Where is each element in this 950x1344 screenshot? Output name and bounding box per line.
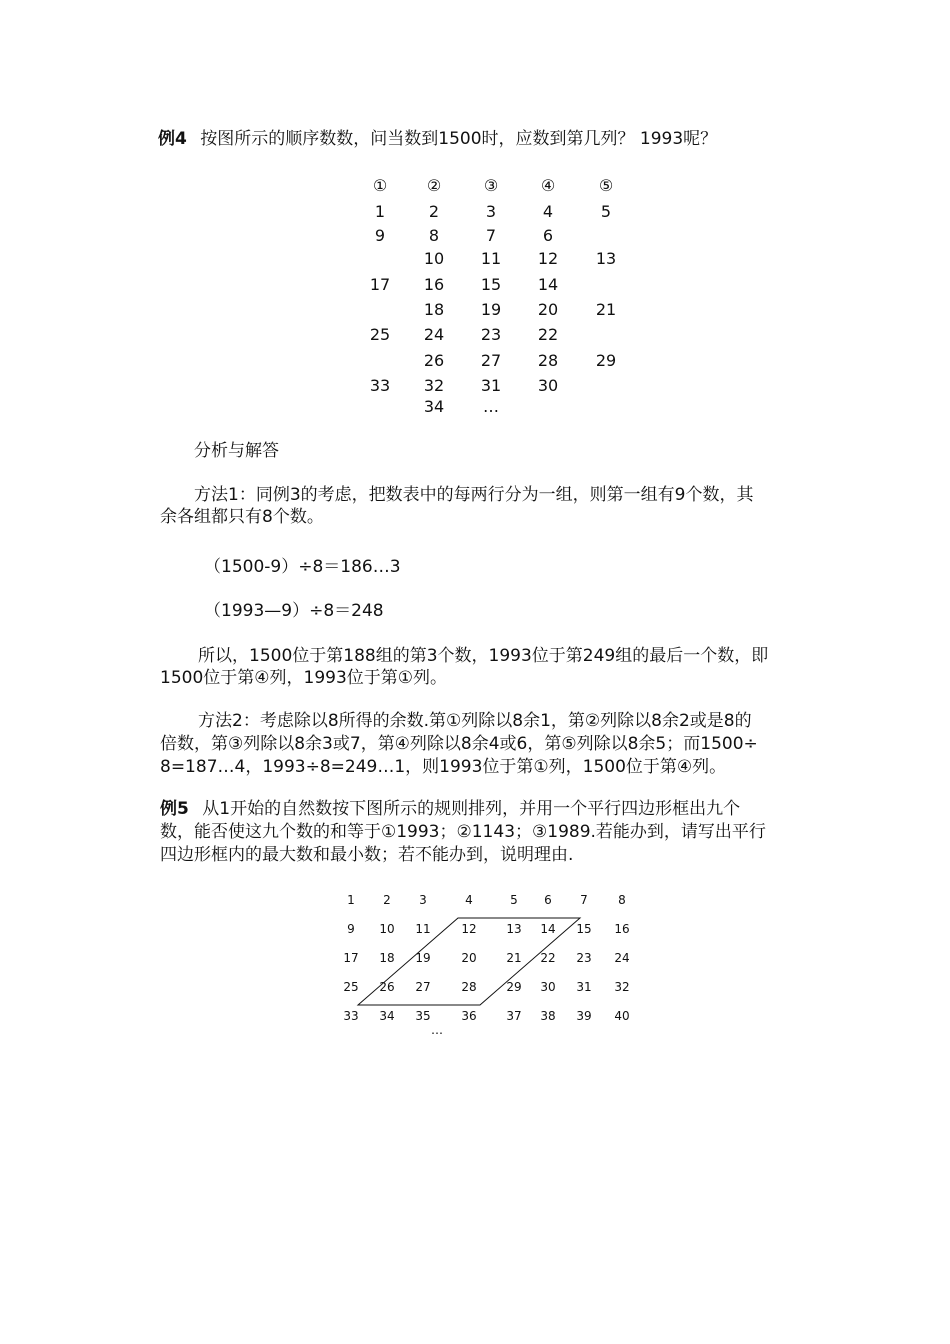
column-header: ⑤: [598, 176, 614, 195]
table-cell: …: [483, 397, 499, 416]
table-cell: 6: [542, 226, 554, 245]
grid-number: 2: [383, 893, 391, 907]
table-cell: 34: [423, 397, 445, 416]
grid-number: 20: [461, 951, 477, 965]
grid-number: 8: [618, 893, 626, 907]
table-cell: 18: [423, 300, 445, 319]
grid-number: 12: [461, 922, 477, 936]
grid-number: 23: [576, 951, 592, 965]
grid-number: 39: [576, 1009, 592, 1023]
grid-number: 16: [614, 922, 630, 936]
grid-number: 26: [379, 980, 395, 994]
grid-number: 22: [540, 951, 556, 965]
grid-number: 9: [347, 922, 355, 936]
grid-number: 10: [379, 922, 395, 936]
table-cell: 33: [369, 376, 391, 395]
method2-line1: 方法2：考虑除以8所得的余数.第①列除以8余1，第②列除以8余2或是8的: [198, 711, 752, 731]
table-cell: 30: [537, 376, 559, 395]
example5-grid: [330, 888, 650, 1038]
grid-number: 21: [506, 951, 522, 965]
grid-number: 28: [461, 980, 477, 994]
grid-number: 36: [461, 1009, 477, 1023]
example5-line2: 数，能否使这九个数的和等于①1993；②1143；③1989.若能办到，请写出平行: [160, 822, 766, 842]
grid-number: 32: [614, 980, 630, 994]
example5-line1: [160, 798, 740, 820]
table-cell: 28: [537, 351, 559, 370]
table-cell: 22: [537, 325, 559, 344]
column-header: ④: [540, 176, 556, 195]
example4-question-text: 按图所示的顺序数数，问当数到1500时，应数到第几列？ 1993呢？: [200, 129, 718, 149]
formula-1: （1500-9）÷8＝186…3: [204, 557, 401, 577]
table-cell: 26: [423, 351, 445, 370]
grid-number: 27: [415, 980, 431, 994]
grid-number: 11: [415, 922, 431, 936]
conclusion-line2: 1500位于第④列，1993位于第①列。: [160, 668, 448, 688]
grid-number: 35: [415, 1009, 431, 1023]
table-cell: 32: [423, 376, 445, 395]
grid-number: 19: [415, 951, 431, 965]
method1-line2: 余各组都只有8个数。: [160, 507, 324, 527]
column-header: ③: [483, 176, 499, 195]
table-cell: 9: [374, 226, 386, 245]
table-cell: 10: [423, 249, 445, 268]
grid-number: 24: [614, 951, 630, 965]
table-cell: 11: [480, 249, 502, 268]
grid-number: 14: [540, 922, 556, 936]
grid-number: 5: [510, 893, 518, 907]
analysis-heading: 分析与解答: [194, 441, 279, 461]
conclusion-line1: 所以，1500位于第188组的第3个数，1993位于第249组的最后一个数，即: [198, 646, 769, 666]
grid-number: 4: [465, 893, 473, 907]
table-cell: 29: [595, 351, 617, 370]
grid-number: 18: [379, 951, 395, 965]
column-header: ②: [426, 176, 442, 195]
example5-line3: 四边形框内的最大数和最小数；若不能办到，说明理由.: [160, 845, 574, 865]
grid-number: 15: [576, 922, 592, 936]
example4-question: [158, 128, 717, 150]
grid-number: 17: [343, 951, 359, 965]
table-cell: 31: [480, 376, 502, 395]
table-cell: 23: [480, 325, 502, 344]
grid-ellipsis: …: [431, 1023, 443, 1037]
table-cell: 14: [537, 275, 559, 294]
method1-line1: 方法1：同例3的考虑，把数表中的每两行分为一组，则第一组有9个数，其: [194, 485, 754, 505]
table-cell: 2: [428, 202, 440, 221]
formula-2: （1993—9）÷8＝248: [204, 601, 384, 621]
table-cell: 27: [480, 351, 502, 370]
table-cell: 25: [369, 325, 391, 344]
table-cell: 7: [485, 226, 497, 245]
table-cell: 5: [600, 202, 612, 221]
table-cell: 15: [480, 275, 502, 294]
table-cell: 19: [480, 300, 502, 319]
grid-number: 1: [347, 893, 355, 907]
table-cell: 16: [423, 275, 445, 294]
grid-number: 25: [343, 980, 359, 994]
grid-number: 7: [580, 893, 588, 907]
example4-table: [360, 176, 630, 426]
table-cell: 8: [428, 226, 440, 245]
grid-number: 38: [540, 1009, 556, 1023]
example5-line1-text: 从1开始的自然数按下图所示的规则排列，并用一个平行四边形框出九个: [202, 799, 741, 819]
method2-line2: 倍数，第③列除以8余3或7，第④列除以8余4或6，第⑤列除以8余5；而1500÷: [160, 734, 758, 754]
grid-number: 40: [614, 1009, 630, 1023]
grid-number: 13: [506, 922, 522, 936]
table-cell: 20: [537, 300, 559, 319]
grid-number: 33: [343, 1009, 359, 1023]
table-cell: 4: [542, 202, 554, 221]
grid-number: 29: [506, 980, 522, 994]
grid-number: 6: [544, 893, 552, 907]
table-cell: 13: [595, 249, 617, 268]
column-header: ①: [372, 176, 388, 195]
grid-number: 37: [506, 1009, 522, 1023]
grid-number: 30: [540, 980, 556, 994]
table-cell: 24: [423, 325, 445, 344]
table-cell: 1: [374, 202, 386, 221]
grid-number: 31: [576, 980, 592, 994]
method2-line3: 8=187…4，1993÷8=249…1，则1993位于第①列，1500位于第④列。: [160, 757, 727, 777]
table-cell: 3: [485, 202, 497, 221]
grid-number: 34: [379, 1009, 395, 1023]
table-cell: 12: [537, 249, 559, 268]
table-cell: 21: [595, 300, 617, 319]
table-cell: 17: [369, 275, 391, 294]
example5-label: 例5: [160, 799, 189, 819]
example4-label: 例4: [158, 129, 187, 149]
grid-number: 3: [419, 893, 427, 907]
